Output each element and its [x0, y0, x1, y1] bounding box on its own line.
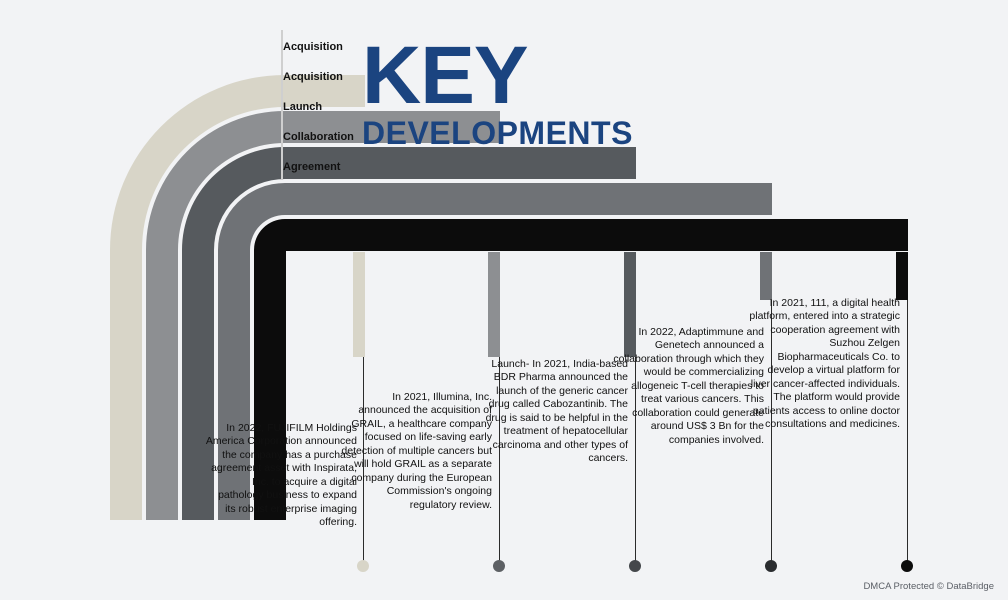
timeline-dot-3[interactable]: [629, 560, 641, 572]
note-acquisition-illumina: [340, 391, 492, 512]
arm-4: [285, 183, 772, 215]
note-text: In 2021, 111, a digital health platform, entered into a strategic cooperation agreement with Suzhou Zelgen Biopharmaceuticals Co. to develop a virtual platform for liver cancer-affected individuals. The platform would provide patients access to online doctor consultations and medicines.: [749, 297, 900, 430]
arm-5: [285, 219, 908, 251]
note-collaboration-adaptimmune: [612, 326, 764, 447]
legend-label: Collaboration: [283, 131, 354, 143]
note-launch-bdr-pharma: [476, 358, 628, 466]
note-text: In 2021, Illumina, Inc. announced the acquisition of GRAIL, a healthcare company focused on life-saving early detection of multiple cancers but will hold GRAIL as a separate company during the European Commission's ongoing regulatory review.: [341, 391, 492, 511]
title-line-developments: DEVELOPMENTS: [362, 115, 633, 152]
note-text: In 2022, Adaptimmune and Genetech announced a collaboration through which they would be commercializing allogeneic T-cell therapies to treat various cancers. This collaboration could generate around US$ 3 Bn for the companies involved.: [613, 326, 764, 446]
note-text: In 2022, FUJIFILM Holdings America Corporation announced the company has a purchase agreement asset with Inspirata, Inc. to acquire a digital pathology business to expand its robust enterprise imaging offering.: [205, 422, 357, 529]
legend-label: Acquisition: [283, 41, 343, 53]
timeline-dot-1[interactable]: [357, 560, 369, 572]
title-line-key: KEY: [362, 30, 528, 121]
page-title: [362, 30, 782, 152]
timeline-dot-5[interactable]: [901, 560, 913, 572]
legend-label: Launch: [283, 101, 323, 113]
legend-item-agreement[interactable]: [283, 152, 375, 182]
legend-item-acquisition-2[interactable]: [283, 62, 375, 92]
descent-1: [353, 252, 365, 357]
stem-5: [907, 300, 908, 563]
footer-credit: DMCA Protected © DataBridge: [863, 581, 994, 592]
legend-label: Agreement: [283, 161, 341, 173]
descent-4: [760, 252, 772, 300]
descent-2: [488, 252, 500, 357]
legend: [283, 32, 375, 182]
note-text: Launch- In 2021, India-based BDR Pharma announced the launch of the generic cancer drug called Cabozantinib. The drug is said to be helpful in the treatment of hepatocellular carcinoma and other types of cancers.: [485, 358, 628, 465]
legend-item-acquisition-1[interactable]: [283, 32, 375, 62]
timeline-dot-2[interactable]: [493, 560, 505, 572]
legend-item-launch[interactable]: [283, 92, 375, 122]
note-agreement-111: [748, 297, 900, 431]
timeline-dot-4[interactable]: [765, 560, 777, 572]
legend-label: Acquisition: [283, 71, 343, 83]
note-acquisition-fujifilm: [205, 422, 357, 530]
descent-5: [896, 252, 908, 300]
legend-item-collaboration[interactable]: [283, 122, 375, 152]
